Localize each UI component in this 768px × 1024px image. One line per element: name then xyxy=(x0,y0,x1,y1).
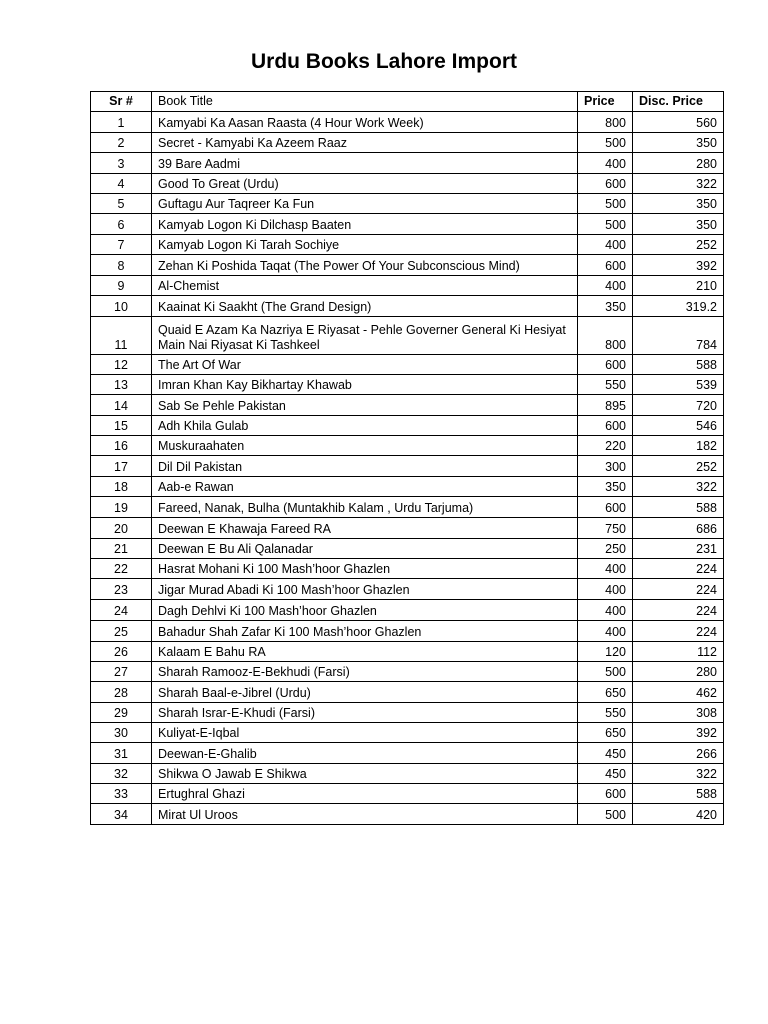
table-row xyxy=(91,133,724,153)
table-row xyxy=(91,579,724,600)
sr-number: 5 xyxy=(91,194,152,214)
disc-price: 224 xyxy=(633,620,724,641)
price: 500 xyxy=(578,194,633,214)
book-title: Sharah Baal-e-Jibrel (Urdu) xyxy=(152,682,578,702)
sr-number: 11 xyxy=(91,316,152,354)
table-row xyxy=(91,234,724,254)
price: 600 xyxy=(578,255,633,276)
disc-price: 319.2 xyxy=(633,296,724,316)
table-row xyxy=(91,214,724,234)
table-row xyxy=(91,497,724,518)
table-row xyxy=(91,194,724,214)
sr-number: 22 xyxy=(91,558,152,578)
sr-number: 9 xyxy=(91,276,152,296)
book-title: Hasrat Mohani Ki 100 Mash’hoor Ghazlen xyxy=(152,558,578,578)
book-title: Kamyab Logon Ki Dilchasp Baaten xyxy=(152,214,578,234)
book-title: Mirat Ul Uroos xyxy=(152,804,578,824)
sr-number: 26 xyxy=(91,641,152,661)
sr-number: 23 xyxy=(91,579,152,600)
book-title xyxy=(152,316,578,354)
sr-number: 33 xyxy=(91,783,152,803)
price: 250 xyxy=(578,538,633,558)
sr-number: 6 xyxy=(91,214,152,234)
disc-price: 350 xyxy=(633,194,724,214)
disc-price: 231 xyxy=(633,538,724,558)
book-title: Aab-e Rawan xyxy=(152,476,578,496)
disc-price: 546 xyxy=(633,415,724,435)
sr-number: 29 xyxy=(91,702,152,722)
price: 500 xyxy=(578,133,633,153)
sr-number: 3 xyxy=(91,153,152,173)
book-title: Kamyabi Ka Aasan Raasta (4 Hour Work Week) xyxy=(152,112,578,133)
sr-number: 28 xyxy=(91,682,152,702)
disc-price: 420 xyxy=(633,804,724,824)
book-title: Deewan E Khawaja Fareed RA xyxy=(152,518,578,538)
table-row xyxy=(91,296,724,316)
book-title: Jigar Murad Abadi Ki 100 Mash’hoor Ghazlen xyxy=(152,579,578,600)
book-title: Sharah Ramooz-E-Bekhudi (Farsi) xyxy=(152,661,578,681)
sr-number: 14 xyxy=(91,395,152,415)
column-header-book-title: Book Title xyxy=(152,92,578,112)
sr-number: 15 xyxy=(91,415,152,435)
sr-number: 18 xyxy=(91,476,152,496)
disc-price: 560 xyxy=(633,112,724,133)
price-table xyxy=(90,91,724,825)
disc-price: 588 xyxy=(633,354,724,374)
book-title: Imran Khan Kay Bikhartay Khawab xyxy=(152,375,578,395)
price: 400 xyxy=(578,153,633,173)
disc-price: 224 xyxy=(633,579,724,600)
book-title: Muskuraahaten xyxy=(152,436,578,456)
price: 400 xyxy=(578,579,633,600)
disc-price: 252 xyxy=(633,234,724,254)
disc-price: 392 xyxy=(633,255,724,276)
disc-price: 392 xyxy=(633,722,724,742)
book-title: 39 Bare Aadmi xyxy=(152,153,578,173)
disc-price: 322 xyxy=(633,476,724,496)
book-title: Zehan Ki Poshida Taqat (The Power Of Your Subconscious Mind) xyxy=(152,255,578,276)
table-body xyxy=(91,112,724,825)
price: 750 xyxy=(578,518,633,538)
price: 600 xyxy=(578,173,633,193)
disc-price: 588 xyxy=(633,497,724,518)
price: 550 xyxy=(578,375,633,395)
disc-price: 224 xyxy=(633,600,724,620)
sr-number: 8 xyxy=(91,255,152,276)
sr-number: 19 xyxy=(91,497,152,518)
table-row xyxy=(91,395,724,415)
price: 500 xyxy=(578,214,633,234)
price: 400 xyxy=(578,620,633,641)
table-row xyxy=(91,518,724,538)
sr-number: 2 xyxy=(91,133,152,153)
price: 350 xyxy=(578,476,633,496)
book-title-line-1: Quaid E Azam Ka Nazriya E Riyasat - Pehle Governer General Ki Hesiyat xyxy=(158,322,566,337)
disc-price: 322 xyxy=(633,173,724,193)
sr-number: 7 xyxy=(91,234,152,254)
disc-price: 588 xyxy=(633,783,724,803)
book-title: Ertughral Ghazi xyxy=(152,783,578,803)
book-title: Al-Chemist xyxy=(152,276,578,296)
price: 120 xyxy=(578,641,633,661)
price: 400 xyxy=(578,276,633,296)
book-title: Kuliyat-E-Iqbal xyxy=(152,722,578,742)
disc-price: 462 xyxy=(633,682,724,702)
table-row xyxy=(91,375,724,395)
table-row xyxy=(91,661,724,681)
disc-price: 539 xyxy=(633,375,724,395)
book-title: Adh Khila Gulab xyxy=(152,415,578,435)
sr-number: 17 xyxy=(91,456,152,476)
price: 600 xyxy=(578,497,633,518)
price: 450 xyxy=(578,763,633,783)
price: 650 xyxy=(578,722,633,742)
table-row xyxy=(91,476,724,496)
book-title: Sharah Israr-E-Khudi (Farsi) xyxy=(152,702,578,722)
table-row xyxy=(91,558,724,578)
disc-price: 784 xyxy=(633,316,724,354)
price: 400 xyxy=(578,558,633,578)
disc-price: 720 xyxy=(633,395,724,415)
sr-number: 1 xyxy=(91,112,152,133)
table-row xyxy=(91,173,724,193)
price: 400 xyxy=(578,234,633,254)
price: 650 xyxy=(578,682,633,702)
price: 500 xyxy=(578,661,633,681)
column-header-sr: Sr # xyxy=(91,92,152,112)
table-row xyxy=(91,783,724,803)
sr-number: 4 xyxy=(91,173,152,193)
book-title: Deewan E Bu Ali Qalanadar xyxy=(152,538,578,558)
price: 450 xyxy=(578,743,633,763)
disc-price: 322 xyxy=(633,763,724,783)
disc-price: 350 xyxy=(633,133,724,153)
price: 800 xyxy=(578,112,633,133)
price: 500 xyxy=(578,804,633,824)
table-row xyxy=(91,112,724,133)
table-header-row xyxy=(91,92,724,112)
table-row xyxy=(91,276,724,296)
table-row xyxy=(91,153,724,173)
table-row xyxy=(91,538,724,558)
price: 800 xyxy=(578,316,633,354)
price: 350 xyxy=(578,296,633,316)
sr-number: 24 xyxy=(91,600,152,620)
book-title-line-2: Main Nai Riyasat Ki Tashkeel xyxy=(158,337,320,352)
book-title: Dagh Dehlvi Ki 100 Mash’hoor Ghazlen xyxy=(152,600,578,620)
table-row xyxy=(91,763,724,783)
price: 600 xyxy=(578,783,633,803)
disc-price: 112 xyxy=(633,641,724,661)
disc-price: 182 xyxy=(633,436,724,456)
book-title: The Art Of War xyxy=(152,354,578,374)
table-row xyxy=(91,682,724,702)
table-row xyxy=(91,255,724,276)
table-row xyxy=(91,804,724,824)
price: 600 xyxy=(578,415,633,435)
price: 400 xyxy=(578,600,633,620)
book-title: Fareed, Nanak, Bulha (Muntakhib Kalam , Urdu Tarjuma) xyxy=(152,497,578,518)
book-title: Shikwa O Jawab E Shikwa xyxy=(152,763,578,783)
book-title: Sab Se Pehle Pakistan xyxy=(152,395,578,415)
sr-number: 10 xyxy=(91,296,152,316)
book-title: Deewan-E-Ghalib xyxy=(152,743,578,763)
sr-number: 27 xyxy=(91,661,152,681)
disc-price: 266 xyxy=(633,743,724,763)
table-row xyxy=(91,600,724,620)
price: 600 xyxy=(578,354,633,374)
disc-price: 350 xyxy=(633,214,724,234)
disc-price: 686 xyxy=(633,518,724,538)
disc-price: 224 xyxy=(633,558,724,578)
sr-number: 20 xyxy=(91,518,152,538)
table-row xyxy=(91,436,724,456)
sr-number: 21 xyxy=(91,538,152,558)
disc-price: 280 xyxy=(633,661,724,681)
sr-number: 25 xyxy=(91,620,152,641)
book-title: Secret - Kamyabi Ka Azeem Raaz xyxy=(152,133,578,153)
table-row xyxy=(91,415,724,435)
column-header-price: Price xyxy=(578,92,633,112)
sr-number: 32 xyxy=(91,763,152,783)
price: 895 xyxy=(578,395,633,415)
table-row xyxy=(91,722,724,742)
sr-number: 16 xyxy=(91,436,152,456)
sr-number: 12 xyxy=(91,354,152,374)
table-row xyxy=(91,620,724,641)
price: 220 xyxy=(578,436,633,456)
table-row xyxy=(91,316,724,354)
book-title: Kalaam E Bahu RA xyxy=(152,641,578,661)
book-title: Dil Dil Pakistan xyxy=(152,456,578,476)
table-row xyxy=(91,641,724,661)
book-title: Good To Great (Urdu) xyxy=(152,173,578,193)
book-title: Kaainat Ki Saakht (The Grand Design) xyxy=(152,296,578,316)
table-row xyxy=(91,743,724,763)
sr-number: 31 xyxy=(91,743,152,763)
disc-price: 252 xyxy=(633,456,724,476)
book-title: Kamyab Logon Ki Tarah Sochiye xyxy=(152,234,578,254)
disc-price: 210 xyxy=(633,276,724,296)
sr-number: 34 xyxy=(91,804,152,824)
page-title: Urdu Books Lahore Import xyxy=(250,50,518,73)
book-title: Guftagu Aur Taqreer Ka Fun xyxy=(152,194,578,214)
table-row xyxy=(91,354,724,374)
sr-number: 30 xyxy=(91,722,152,742)
table-row xyxy=(91,456,724,476)
column-header-disc-price: Disc. Price xyxy=(633,92,724,112)
price: 550 xyxy=(578,702,633,722)
table-row xyxy=(91,702,724,722)
book-title: Bahadur Shah Zafar Ki 100 Mash’hoor Ghazlen xyxy=(152,620,578,641)
disc-price: 308 xyxy=(633,702,724,722)
sr-number: 13 xyxy=(91,375,152,395)
disc-price: 280 xyxy=(633,153,724,173)
price: 300 xyxy=(578,456,633,476)
